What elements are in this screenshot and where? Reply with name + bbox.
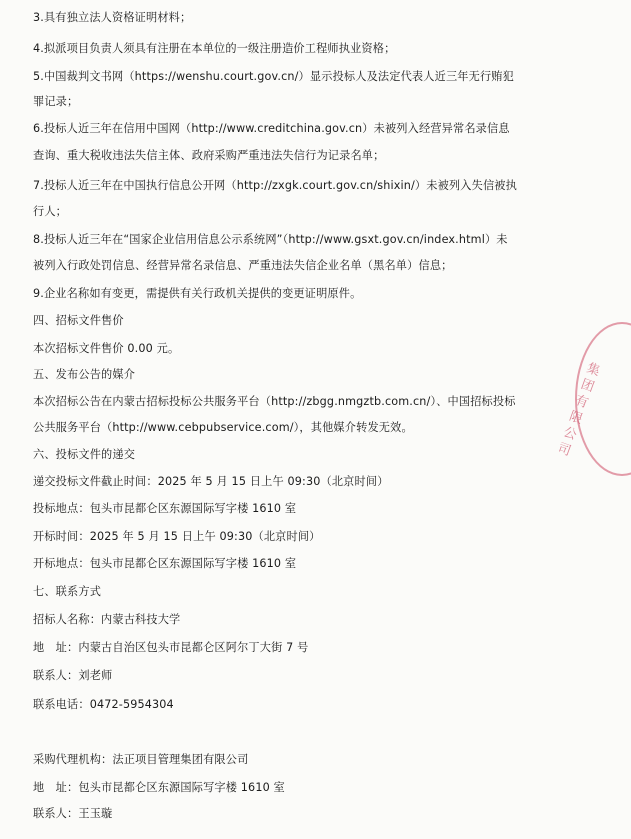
submission-deadline: 递交投标文件截止时间：2025 年 5 月 15 日上午 09:30（北京时间） — [33, 475, 389, 488]
section-5-heading: 五、发布公告的媒介 — [33, 368, 136, 381]
requirement-7-line-1: 7.投标人近三年在中国执行信息公开网（http://zxgk.court.gov.cn/shixin/）未被列入失信被执 — [33, 179, 517, 192]
section-5-body-line-2: 公共服务平台（http://www.cebpubservice.com/），其他媒介转发无效。 — [33, 421, 413, 434]
agency-address: 地 址：包头市昆都仑区东源国际写字楼 1610 室 — [33, 781, 285, 794]
requirement-5-line-1: 5.中国裁判文书网（https://wenshu.court.gov.cn/）显示投标人及法定代表人近三年无行贿犯 — [33, 70, 514, 83]
agency-contact-person: 联系人：王玉璇 — [33, 807, 113, 820]
requirement-3: 3.具有独立法人资格证明材料； — [33, 11, 192, 24]
requirement-9: 9.企业名称如有变更，需提供有关行政机关提供的变更证明原件。 — [33, 287, 362, 300]
requirement-7-line-2: 行人； — [33, 205, 68, 218]
requirement-6-line-2: 查询、重大税收违法失信主体、政府采购严重违法失信行为记录名单； — [33, 149, 385, 162]
opening-place: 开标地点：包头市昆都仑区东源国际写字楼 1610 室 — [33, 557, 297, 570]
section-4-body: 本次招标文件售价 0.00 元。 — [33, 342, 180, 355]
requirement-5-line-2: 罪记录； — [33, 95, 79, 108]
tenderer-name: 招标人名称：内蒙古科技大学 — [33, 613, 181, 626]
requirement-4: 4.拟派项目负责人须具有注册在本单位的一级注册造价工程师执业资格； — [33, 42, 396, 55]
requirement-8-line-1: 8.投标人近三年在“国家企业信用信息公示系统网”（http://www.gsxt.gov.cn/index.html）未 — [33, 233, 508, 246]
section-7-heading: 七、联系方式 — [33, 585, 102, 598]
submission-place: 投标地点：包头市昆都仑区东源国际写字楼 1610 室 — [33, 502, 297, 515]
requirement-8-line-2: 被列入行政处罚信息、经营异常名录信息、严重违法失信企业名单（黑名单）信息； — [33, 259, 453, 272]
tenderer-address: 地 址：内蒙古自治区包头市昆都仑区阿尔丁大街 7 号 — [33, 641, 309, 654]
seal-lettering: 集 团 有 限 公 司 — [555, 360, 602, 460]
section-4-heading: 四、招标文件售价 — [33, 314, 124, 327]
requirement-6-line-1: 6.投标人近三年在信用中国网（http://www.creditchina.gov.cn）未被列入经营异常名录信息 — [33, 122, 510, 135]
tenderer-contact-person: 联系人：刘老师 — [33, 669, 113, 682]
section-6-heading: 六、投标文件的递交 — [33, 448, 136, 461]
opening-time: 开标时间：2025 年 5 月 15 日上午 09:30（北京时间） — [33, 530, 321, 543]
section-5-body-line-1: 本次招标公告在内蒙古招标投标公共服务平台（http://zbgg.nmgztb.com.cn/）、中国招标投标 — [33, 395, 516, 408]
agency-name: 采购代理机构：法正项目管理集团有限公司 — [33, 753, 249, 766]
tenderer-phone: 联系电话：0472-5954304 — [33, 698, 174, 711]
